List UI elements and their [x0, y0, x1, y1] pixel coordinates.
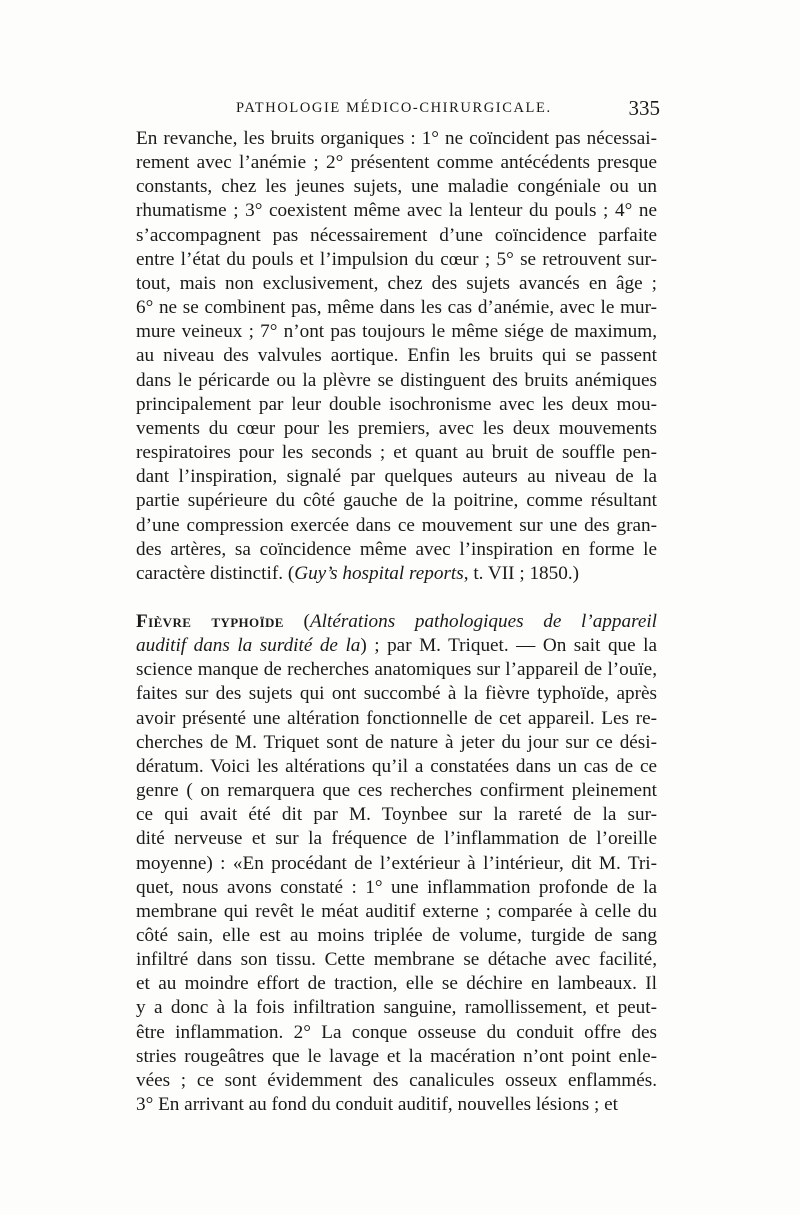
text-line: s’accompagnent pas nécessairement d’une coïncidence parfaite [136, 224, 657, 246]
text-line-heading [136, 610, 657, 634]
text-line: rhumatisme ; 3° coexistent même avec la lenteur du pouls ; 4° ne [136, 200, 657, 222]
text-line: avoir présenté une altération fonctionnelle de cet appareil. Les re- [136, 707, 657, 729]
section-heading: Fièvre typhoïde [136, 610, 284, 632]
text-line: côté sain, elle est au moins triplée de volume, turgide de sang [136, 925, 657, 946]
text-line: infiltré dans son tissu. Cette membrane se détache avec facilité, [136, 949, 657, 971]
text-line: d’une compression exercée dans ce mouvement sur une des gran- [136, 514, 657, 536]
article-title-part1: Altérations pathologiques de l’appareil [309, 610, 658, 632]
text-line: vées ; ce sont évidemment des canalicules osseux enflammés. [136, 1069, 657, 1091]
paragraph-cardiac-murmurs [136, 127, 657, 586]
text-line: science manque de recherches anatomiques sur l’appareil de l’ouïe, [136, 659, 657, 681]
text-line: tout, mais non exclusivement, chez des sujets avancés en âge ; [136, 272, 657, 294]
text-line: genre ( on remarquera que ces recherches confirment pleinement [136, 780, 657, 802]
text-line: au niveau des valvules aortique. Enfin les bruits qui se passent [136, 345, 657, 367]
text-line: partie supérieure du côté gauche de la poitrine, comme résultant [136, 490, 657, 512]
paragraph-gap [136, 586, 657, 610]
text-line [136, 634, 657, 658]
text-line: En revanche, les bruits organiques : 1° ne coïncident pas nécessai- [136, 128, 657, 149]
heading-paren: ( [283, 610, 310, 632]
text-line: entre l’état du pouls et l’impulsion du cœur ; 5° se retrouvent sur- [136, 248, 657, 270]
citation-prefix: caractère distinctif. ( [136, 562, 295, 584]
text-line: vements du cœur pour les premiers, avec les deux mouvements [136, 417, 657, 439]
text-line: et au moindre effort de traction, elle se déchire en lambeaux. Il [136, 973, 657, 995]
text-line: cherches de M. Triquet sont de nature à jeter du jour sur ce dési- [136, 731, 657, 753]
text-line: constants, chez les jeunes sujets, une maladie congéniale ou un [136, 176, 657, 198]
text-line: ce qui avait été dit par M. Toynbee sur la rareté de la sur- [136, 804, 657, 826]
text-line: être inflammation. 2° La conque osseuse du conduit offre des [136, 1021, 657, 1043]
running-head [136, 96, 660, 126]
text-line: dans le péricarde ou la plèvre se distinguent des bruits anémiques [136, 369, 657, 391]
text-line: dant l’inspiration, signalé par quelques auteurs au niveau de la [136, 466, 657, 488]
text-line: des artères, sa coïncidence même avec l’inspiration en forme le [136, 538, 657, 560]
author-intro: ) ; par M. Triquet. — On sait que la [360, 635, 657, 657]
page-number: 335 [628, 96, 660, 120]
text-line: faites sur des sujets qui ont succombé à la fièvre typhoïde, après [136, 683, 657, 705]
text-line: moyenne) : «En procédant de l’extérieur à l’intérieur, dit M. Tri- [136, 852, 657, 874]
text-line: respiratoires pour les seconds ; et quant au bruit de souffle pen- [136, 442, 657, 464]
text-line-citation [136, 562, 657, 586]
text-line: dératum. Voici les altérations qu’il a constatées dans un cas de ce [136, 755, 657, 777]
text-line: 3° En arrivant au fond du conduit auditif, nouvelles lésions ; et [136, 1094, 618, 1116]
text-line: quet, nous avons constaté : 1° une inflammation profonde de la [136, 876, 657, 898]
citation-suffix: , t. VII ; 1850.) [463, 562, 580, 584]
body-text [136, 127, 657, 1117]
running-title: PATHOLOGIE MÉDICO-CHIRURGICALE. [236, 100, 552, 116]
text-line: y a donc à la fois infiltration sanguine, ramollissement, et peut- [136, 997, 657, 1019]
text-line: rement avec l’anémie ; 2° présentent comme antécédents presque [136, 152, 657, 174]
paragraph-typhoid-fever [136, 610, 657, 1117]
text-line: stries rougeâtres que le lavage et la macération n’ont point enle- [136, 1045, 657, 1067]
article-title-part2: auditif dans la surdité de la [136, 635, 361, 657]
text-line: mure veineux ; 7° n’ont pas toujours le même siége de maximum, [136, 321, 657, 343]
journal-title: Guy’s hospital reports [294, 562, 464, 584]
text-line: dité nerveuse et sur la fréquence de l’inflammation de l’oreille [136, 828, 657, 850]
text-line: 6° ne se combinent pas, même dans les cas d’anémie, avec le mur- [136, 297, 657, 319]
text-line: membrane qui revêt le méat auditif externe ; comparée à celle du [136, 900, 657, 922]
text-line: principalement par leur double isochronisme avec les deux mou- [136, 393, 657, 415]
